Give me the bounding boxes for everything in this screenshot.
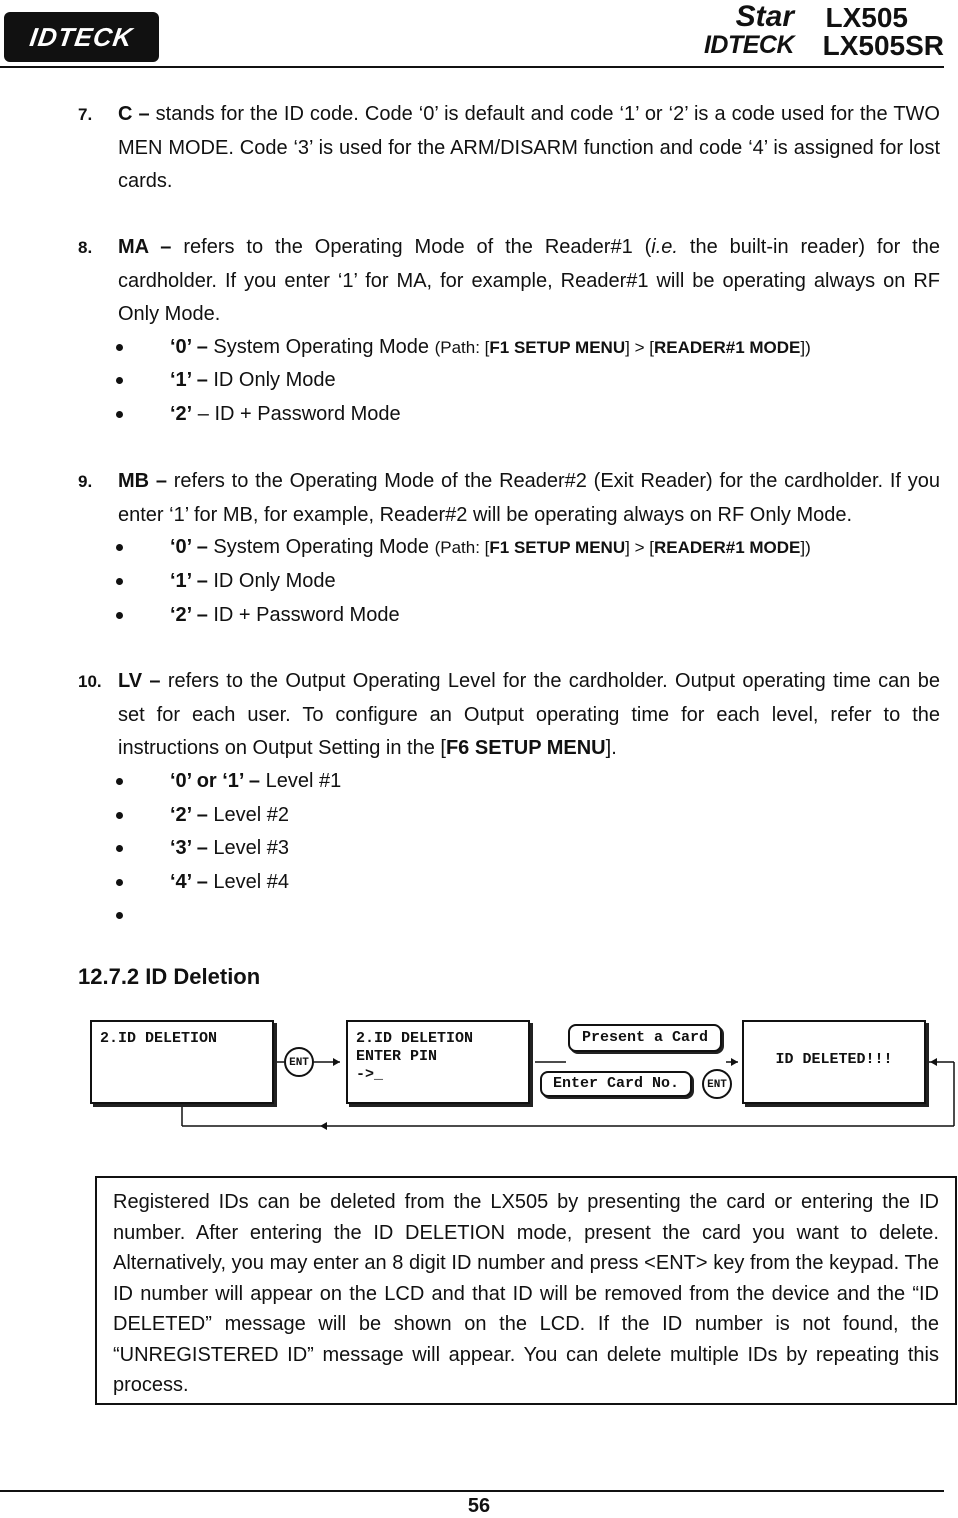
idteck-logo: IDTECK (4, 12, 159, 62)
bullet-item (116, 799, 916, 832)
star-logo: Star (735, 0, 794, 33)
ent-key-icon: ENT (702, 1069, 732, 1099)
id-deletion-flow-diagram (88, 1016, 958, 1134)
item-number: 9. (78, 472, 93, 491)
bullet-code: ‘2’ – (170, 604, 208, 626)
bullet-item (116, 565, 916, 598)
bullet-code: ‘2’ (170, 403, 193, 425)
present-card-action: Present a Card (568, 1024, 722, 1052)
bullet-dot (116, 879, 123, 886)
bullet-text: – ID + Password Mode (192, 403, 401, 425)
item-dash: – (148, 236, 184, 258)
bullet-item (116, 765, 916, 798)
bullet-dot (116, 344, 123, 351)
item-dash: – (132, 103, 156, 125)
bullet-text: Level #3 (207, 837, 289, 859)
bullet-item (116, 398, 916, 431)
bullet-text: Level #4 (207, 871, 289, 893)
bullet-text: Level #1 (260, 770, 342, 792)
bullet-item (116, 331, 916, 364)
bullet-text: ID Only Mode (207, 369, 336, 391)
list-item-7 (78, 98, 940, 199)
description-box: Registered IDs can be deleted from the LX505 by presenting the card or entering the ID number. After entering the ID DELETION mode, present the card you want to delete. Alternatively, you may enter an 8 digit ID number and press <ENT> key from the keypad. The ID number will appear on the LCD and that ID will be removed from the device and the “ID DELETED” message will be shown on the LCD. If the ID number is not found, the “UNREGISTERED ID” message will appear. You can delete multiple IDs by repeating this process. (95, 1176, 957, 1405)
idteck-brand-logo: IDTECK (703, 31, 794, 59)
bullet-dot (116, 912, 123, 919)
bullet-dot (116, 845, 123, 852)
arrow-head (930, 1058, 937, 1066)
bullet-text: Level #2 (207, 804, 289, 826)
bullet-code: ‘0’ – (170, 336, 208, 358)
bullet-text: System Operating Mode (207, 336, 435, 358)
bullet-text: System Operating Mode (207, 536, 435, 558)
item-title: MB (118, 470, 150, 492)
item-text: refers to the Output Operating Level for the cardholder. Output operating time can be set for each user. To configure an Output operating time for each level, refer to the instructions on Output Setting in the [ (118, 670, 940, 759)
bullet-dot (116, 778, 123, 785)
lcd-screen-id-deletion: 2.ID DELETION (90, 1020, 274, 1104)
item-text: stands for the ID code. Code ‘0’ is default and code ‘1’ or ‘2’ is a code used for the TWO MEN MODE. Code ‘3’ is used for the ARM/DISARM function and code ‘4’ is assigned for lost cards. (118, 103, 940, 192)
lcd-screen-enter-pin: 2.ID DELETION ENTER PIN ->_ (346, 1020, 530, 1104)
header-divider (0, 66, 944, 68)
enter-card-number-action: Enter Card No. (540, 1071, 692, 1097)
bullet-dot (116, 612, 123, 619)
bullet-item (116, 832, 916, 865)
bullet-dot (116, 544, 123, 551)
bullet-dot (116, 377, 123, 384)
item-title: C (118, 103, 133, 125)
item-title: MA (118, 236, 149, 258)
bullet-item (116, 364, 916, 397)
bullet-code: ‘4’ – (170, 871, 208, 893)
arrow-head (731, 1058, 738, 1066)
item-dash: – (149, 470, 174, 492)
menu-path: (Path: [F1 SETUP MENU] > [READER#1 MODE]) (434, 538, 811, 557)
item-title: LV (118, 670, 143, 692)
list-item-9 (78, 465, 940, 532)
product-brand (674, 0, 944, 62)
bullet-text: ID Only Mode (207, 570, 336, 592)
bullet-code: ‘3’ – (170, 837, 208, 859)
bullet-item (116, 599, 916, 632)
bullet-code: ‘0’ or ‘1’ – (170, 770, 261, 792)
list-item-8 (78, 231, 940, 332)
model-name-lx505: LX505 (825, 2, 908, 33)
bullet-code: ‘1’ – (170, 369, 208, 391)
lcd-screen-id-deleted: ID DELETED!!! (742, 1020, 926, 1104)
item-text-ie: i.e. (651, 236, 678, 258)
ent-key-icon: ENT (284, 1047, 314, 1077)
menu-reference: F6 SETUP MENU (445, 737, 606, 759)
bullet-dot (116, 411, 123, 418)
arrow-head (320, 1122, 327, 1130)
bullet-code: ‘0’ – (170, 536, 208, 558)
list-item-10 (78, 665, 940, 766)
item-text: the built-in reader) for the cardholder. If you enter ‘1’ for MA, for example, Reader#1 will be operating always on RF Only Mode. (118, 236, 940, 325)
bullet-dot (116, 578, 123, 585)
item-text: ]. (605, 737, 617, 759)
footer-divider (0, 1490, 944, 1492)
item-number: 8. (78, 238, 93, 257)
menu-path: (Path: [F1 SETUP MENU] > [READER#1 MODE]) (434, 338, 811, 357)
bullet-text: ID + Password Mode (207, 604, 400, 626)
item-dash: – (142, 670, 168, 692)
bullet-item (116, 531, 916, 564)
section-title: 12.7.2 ID Deletion (78, 964, 261, 989)
model-name-lx505sr: LX505SR (822, 30, 944, 61)
arrow-head (333, 1058, 340, 1066)
item-text: refers to the Operating Mode of the Reader#1 ( (183, 236, 652, 258)
bullet-item (116, 866, 916, 899)
bullet-dot (116, 812, 123, 819)
page-number: 56 (467, 1495, 491, 1517)
item-text: refers to the Operating Mode of the Reader#2 (Exit Reader) for the cardholder. If you enter ‘1’ for MB, for example, Reader#2 will be operating always on RF Only Mode. (118, 470, 940, 526)
bullet-code: ‘1’ – (170, 570, 208, 592)
bullet-code: ‘2’ – (170, 804, 208, 826)
item-number: 10. (78, 672, 102, 691)
item-number: 7. (78, 105, 93, 124)
